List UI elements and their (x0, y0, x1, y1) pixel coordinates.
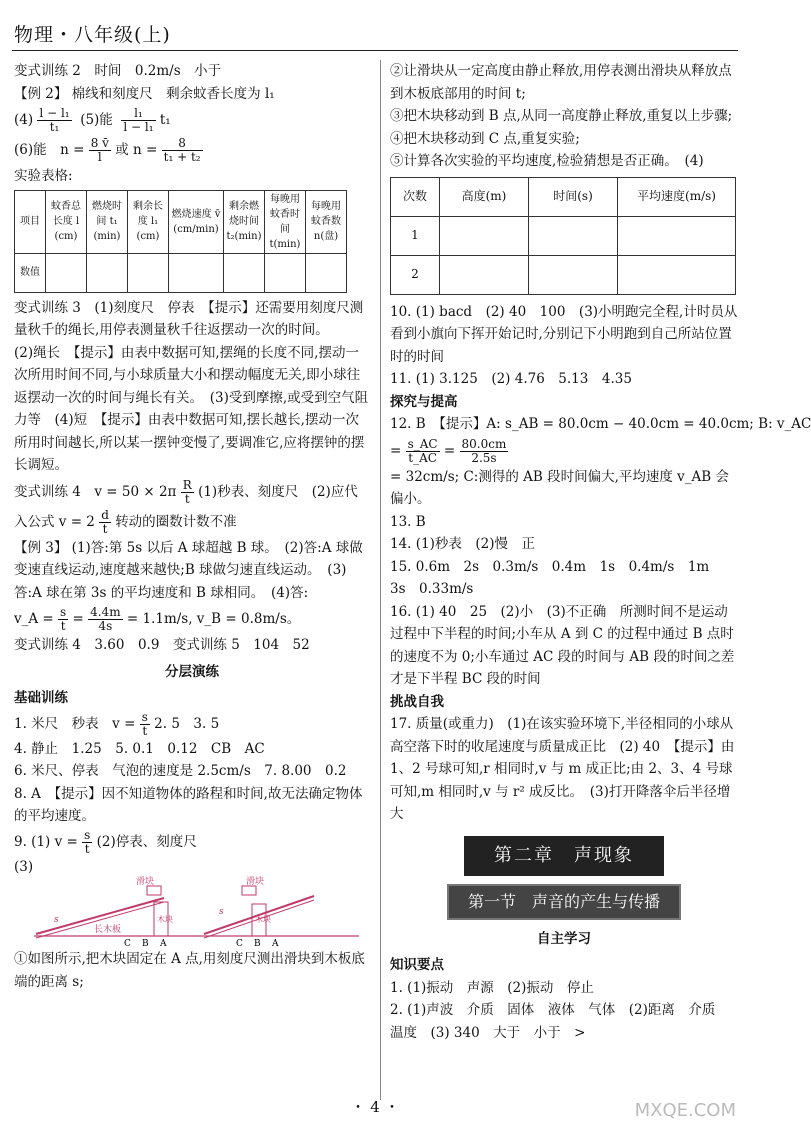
table-cell (618, 255, 736, 294)
q14-answer: 14. (1)秒表 (2)慢 正 (390, 536, 536, 552)
table-cell: 项目 (15, 190, 46, 253)
table-cell (265, 253, 306, 292)
fraction (181, 479, 194, 506)
page-header-title: 物理・八年级(上) (14, 24, 171, 46)
table-header-row (391, 177, 736, 216)
q12-formula: = $\frac{s\_AC}{t\_AC}$ = $\frac{80.0cm}{2.5s}$ (390, 436, 507, 465)
incline-experiment-figure (14, 878, 364, 948)
q4-5-answer: 4. 静止 1.25 5. 0.1 0.12 CB AC (14, 740, 265, 757)
numerator: s (60, 605, 67, 619)
variant-4-5-answer: 变式训练 4 3.60 0.9 变式训练 5 104 52 (14, 637, 310, 653)
answer-text: 1. 米尺 秒表 v = (14, 715, 136, 732)
formula-text: = 1.1m/s, v_B = 0.8m/s。 (126, 611, 301, 627)
variant-3-answer-cont: (2)绳长 【提示】由表中数据可知,摆绳的长度不同,摆动一次所用时间不同,与小球质量大小和摆动幅度无关,即小球往返摆动一次的时间与绳长有关。 (3)受到摩擦,或受到空气阻力等 (4)短 【提示】由表中数据可知,摆长越长,摆动一次所用时间越长,所以某一摆钟变慢了,要调准它,应将摆钟的摆长调短。 (14, 344, 369, 473)
q17-answer: 17. 质量(或重力) (1)在该实验环境下,半径相同的小球从高空落下时的收尾速度与质量成正比 (2) 40 【提示】由 1、2 号球可知,r 相同时,v 与 m 成正比;由 2、3、4 号球可知,m 相同时,v 与 r² 成反比。 (3)打开降落伞后半径增大 (390, 716, 735, 822)
table-caption: 实验表格: (14, 168, 73, 184)
table-cell (306, 253, 347, 292)
example-3-formula (14, 604, 370, 634)
or-label: 或 n = (115, 142, 158, 158)
fraction (406, 438, 440, 465)
q9-part3-label: (3) (14, 858, 34, 875)
fraction (88, 606, 122, 633)
table-cell (440, 216, 529, 255)
q13-answer: 13. B (390, 513, 426, 530)
right-column (390, 60, 811, 1044)
self-study-title: 自主学习 (537, 930, 591, 947)
point-a-label: A (160, 939, 167, 949)
header-rule (12, 50, 738, 51)
q1-3-answer (14, 710, 370, 738)
formula-text: v_A = (14, 611, 54, 627)
q9-step-3: ③把木块移动到 B 点,从同一高度静止释放,重复以上步骤; (390, 108, 733, 124)
subsection-title: 基础训练 (14, 690, 68, 706)
distance-label: s (219, 907, 224, 917)
numerator: s (84, 827, 91, 842)
table-row (391, 216, 736, 255)
table-cell (169, 253, 224, 292)
subsection-title: 探究与提高 (390, 393, 458, 410)
numerator: 4.4m (90, 605, 121, 619)
numerator: s_AC (407, 436, 438, 451)
variant-4-answer (14, 477, 370, 507)
table-cell (440, 255, 529, 294)
point-a-label: A (272, 939, 279, 949)
q16-answer: 16. (1) 40 25 (2)小 (3)不正确 所测时间不是运动过程中下半程的时间;小车从 A 到 C 的过程中通过 B 点时的速度不为 0;小车通过 AC 段的时间与 AB 段的时间之差才是下半程 BC 段的时间 (390, 603, 735, 687)
fraction (37, 107, 71, 134)
denominator: t_AC (408, 450, 437, 465)
denominator: t (142, 723, 148, 738)
knowledge-2-cont: 温度 (3) 340 大于 小于 > (390, 1024, 586, 1041)
table-cell: 蚊香总长度 l (cm) (46, 190, 87, 253)
slider-label: 滑块 (246, 877, 265, 887)
formula-text: 入公式 v = 2 (14, 513, 95, 530)
table-cell: 数值 (15, 253, 46, 292)
table-header-cell: 平均速度(m/s) (618, 177, 736, 216)
q9-answer (14, 828, 370, 856)
q10-answer: 10. (1) bacd (2) 40 100 (3)小明跑完全程,计时员从看到小旗向下挥开始记时,分别记下小明跑到自己所站位置时的时间 (390, 303, 738, 365)
answer-text: 2. 5 3. 5 (154, 715, 220, 732)
fraction (89, 137, 111, 164)
denominator: 2.5s (471, 450, 497, 465)
knowledge-2: 2. (1)声波 介质 固体 液体 气体 (2)距离 介质 (390, 1002, 716, 1018)
table-header-cell: 次数 (391, 177, 440, 216)
table-cell (529, 216, 618, 255)
example-3-answer: 【例 3】 (1)答:第 5s 以后 A 球超越 B 球。 (2)答:A 球做变速直线运动,速度越来越快;B 球做匀速直线运动。 (3)答:A 球在第 3s 的平均速度和 B 球相同。 (4)答: (14, 539, 363, 601)
q8-answer: 8. A 【提示】因不知道物体的路程和时间,故无法确定物体的平均速度。 (14, 785, 363, 824)
answer-text: (1)秒表、刻度尺 (2)应代 (198, 483, 358, 500)
answer-text: (2)停表、刻度尺 (96, 833, 197, 850)
q12-answer: 12. B 【提示】A: s_AB = 80.0cm − 40.0cm = 40.0cm; B: v_AC (390, 416, 811, 432)
numerator: R (182, 477, 192, 492)
q6-7-answer: 6. 米尺、停表 气泡的速度是 2.5cm/s 7. 8.00 0.2 (14, 763, 347, 779)
column-divider (380, 60, 381, 1100)
denominator: t₁ + t₂ (163, 150, 201, 164)
variant-3-answer: 变式训练 3 (1)刻度尺 停表 【提示】还需要用刻度尺测量秋千的绳长,用停表测量秋千往返摆动一次的时间。 (14, 299, 364, 338)
denominator: t (60, 619, 66, 633)
subsection-title: 挑战自我 (390, 693, 444, 710)
block-label: 木块 (255, 915, 271, 924)
table-cell (128, 253, 169, 292)
p4-label: (4) (14, 112, 34, 128)
table-header-cell: 时间(s) (529, 177, 618, 216)
fraction (121, 107, 155, 134)
p6-label: (6)能 n = (14, 142, 85, 158)
table-cell (224, 253, 265, 292)
fraction (82, 829, 92, 856)
numerator: 8 (162, 137, 203, 151)
q9-step-1: ①如图所示,把木块固定在 A 点,用刻度尺测出滑块到木板底端的距离 s; (14, 951, 365, 990)
q9-step-4: ④把木块移动到 C 点,重复实验; (390, 130, 580, 147)
table-cell: 2 (391, 255, 440, 294)
table-cell: 剩余燃烧时间 t₂(min) (224, 190, 265, 253)
table-row (15, 253, 347, 292)
fraction (460, 438, 509, 465)
table-cell (618, 216, 736, 255)
slider-block (242, 886, 256, 895)
block-label: 木块 (157, 915, 173, 924)
example-2-part-4-5 (14, 105, 370, 135)
knowledge-1: 1. (1)振动 声源 (2)振动 停止 (390, 979, 594, 996)
q15-answer: 15. 0.6m 2s 0.3m/s 0.4m 1s 0.4m/s 1m 3s 0.33m/s (390, 558, 723, 597)
table-cell (87, 253, 128, 292)
numerator: l₁ (121, 107, 155, 121)
point-c-label: C (236, 939, 243, 949)
table-cell (46, 253, 87, 292)
denominator: 4s (98, 619, 113, 633)
point-b-label: B (254, 939, 261, 949)
experiment-table (14, 190, 347, 293)
slider-block (147, 886, 161, 895)
example-2-answer: 【例 2】 棉线和刻度尺 剩余蚊香长度为 l₁ (14, 85, 275, 102)
answer-text: 转动的圈数计数不准 (115, 513, 237, 530)
point-c-label: C (124, 939, 131, 949)
numerator: d (101, 507, 109, 522)
table-cell: 1 (391, 216, 440, 255)
table-row (391, 255, 736, 294)
p5-label: (5)能 (80, 112, 113, 128)
board-label: 长木板 (94, 925, 122, 935)
denominator: l (97, 150, 102, 164)
q12-answer-cont: = 32cm/s; C:测得的 AB 段时间偏大,平均速度 v_AB 会偏小。 (390, 468, 730, 507)
variant-4-answer-cont (14, 507, 370, 537)
variant-2-answer: 变式训练 2 时间 0.2m/s 小于 (14, 63, 222, 79)
table-cell: 燃烧时间 t₁ (min) (87, 190, 128, 253)
table-cell (529, 255, 618, 294)
table-cell: 剩余长度 l₁ (cm) (128, 190, 169, 253)
watermark: MXQE.COM (634, 1100, 736, 1121)
denominator: t (102, 521, 108, 536)
table-cell: 燃烧速度 v̄ (cm/min) (169, 190, 224, 253)
section-title: 分层演练 (165, 663, 219, 680)
left-column (14, 60, 370, 993)
denominator: t₁ (49, 120, 60, 134)
q9-step-2: ②让滑块从一定高度由静止释放,用停表测出滑块从释放点到木板底部用的时间 t; (390, 63, 732, 102)
q9-step-5: ⑤计算各次实验的平均速度,检验猜想是否正确。 (4) (390, 153, 704, 169)
fraction (162, 137, 203, 164)
table-row (15, 190, 347, 253)
equals: = (72, 611, 84, 627)
denominator: t (84, 841, 90, 856)
example-2-part-6 (14, 135, 370, 165)
formula-text: 变式训练 4 v = 50 × 2π (14, 483, 177, 500)
table-cell: 每晚用蚊香时间 t(min) (265, 190, 306, 253)
factor: t₁ (159, 112, 171, 128)
answer-text: 9. (1) v = (14, 833, 78, 850)
q11-answer: 11. (1) 3.125 (2) 4.76 5.13 4.35 (390, 371, 632, 387)
table-header-cell: 高度(m) (440, 177, 529, 216)
page-number: ・ 4 ・ (350, 1098, 400, 1116)
fraction (140, 711, 150, 738)
subsection-title: 知识要点 (390, 957, 444, 973)
numerator: 80.0cm (461, 436, 507, 451)
numerator: 8 v̄ (90, 136, 109, 150)
fraction (99, 509, 111, 536)
point-b-label: B (142, 939, 149, 949)
section-banner: 第一节 声音的产生与传播 (447, 884, 681, 920)
slider-label: 滑块 (136, 877, 155, 887)
denominator: t (184, 491, 190, 506)
distance-label: s (54, 915, 59, 925)
numerator: s (141, 709, 148, 724)
chapter-banner: 第二章 声现象 (464, 836, 664, 876)
denominator: l − l₁ (123, 120, 154, 134)
numerator: l − l₁ (39, 106, 70, 120)
record-table (390, 177, 736, 295)
table-cell: 每晚用蚊香数 n(盘) (306, 190, 347, 253)
fraction (58, 606, 68, 633)
